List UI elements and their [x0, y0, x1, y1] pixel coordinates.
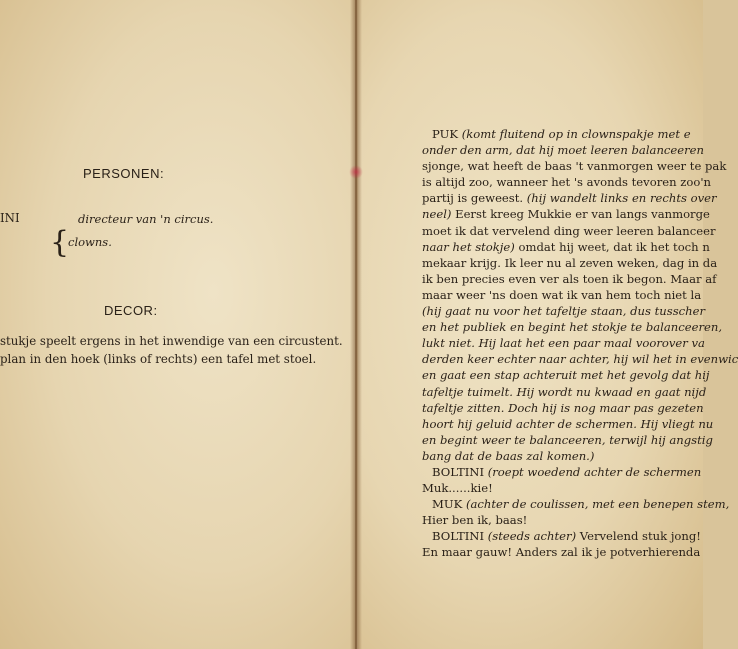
dialogue-text: is altijd zoo, wanneer het 's avonds tevoren zoo'n — [422, 175, 711, 190]
stage-direction: (hij wandelt links en rechts over — [526, 191, 717, 206]
text-line — [422, 528, 712, 544]
dialogue-text: MUK — [432, 497, 466, 512]
decor-line-1: stukje speelt ergens in het inwendige van een circustent. — [0, 334, 343, 348]
personen-heading: PERSONEN: — [83, 166, 165, 181]
decor-heading: DECOR: — [104, 303, 158, 318]
dialogue-text: partij is geweest. — [422, 191, 527, 206]
dialogue-text: Hier ben ik, baas! — [422, 513, 528, 528]
text-line — [422, 287, 712, 303]
text-line — [422, 190, 717, 206]
stage-direction: hoort hij geluid achter de schermen. Hij vliegt nu — [422, 416, 714, 431]
stage-direction: (hij gaat nu voor het tafeltje staan, dus tusscher — [422, 304, 706, 319]
text-line — [422, 206, 712, 222]
stage-direction: tafeltje tuimelt. Hij wordt nu kwaad en gaat nijd — [422, 384, 707, 399]
text-line — [422, 223, 716, 239]
text-line — [422, 303, 712, 319]
text-line — [422, 174, 712, 190]
text-line — [422, 271, 717, 287]
stage-direction: (komt fluitend op in clownspakje met e — [461, 127, 691, 141]
right-page — [358, 0, 738, 649]
dialogue-text: moet ik dat vervelend ding weer leeren balanceer — [422, 223, 716, 238]
text-line — [422, 480, 712, 496]
dialogue-text: PUK — [432, 127, 462, 141]
book-gutter — [350, 0, 362, 649]
text-line — [422, 239, 712, 255]
cast-role: directeur van 'n circus. — [78, 212, 214, 226]
text-line — [422, 448, 712, 464]
dialogue-text: sjonge, wat heeft de baas 't vanmorgen weer te pak — [422, 159, 727, 174]
left-page — [0, 0, 356, 649]
text-line — [422, 126, 712, 142]
stage-direction: (steeds achter) — [487, 529, 580, 544]
stage-direction: en het publiek en begint het stokje te balanceeren, — [422, 320, 723, 335]
text-line — [422, 335, 712, 351]
stage-direction: derden keer echter naar achter, hij wil het in evenwic — [422, 352, 738, 367]
text-line — [422, 351, 738, 367]
stage-direction: tafeltje zitten. Doch hij is nog maar pas gezeten — [422, 400, 704, 415]
text-line — [422, 416, 712, 432]
cast-name: INI — [0, 211, 20, 225]
text-line — [422, 464, 712, 480]
text-line — [422, 367, 712, 383]
clowns-label: clowns. — [68, 235, 112, 249]
text-line — [422, 544, 712, 560]
stage-direction: en gaat een stap achteruit met het gevolg dat hij — [422, 368, 710, 383]
dialogue-text: En maar gauw! Anders zal ik je potverhierenda — [422, 545, 701, 560]
dialogue-text: maar weer 'ns doen wat ik van hem toch niet la — [422, 287, 702, 302]
stage-direction: en begint weer te balanceeren, terwijl hij angstig — [422, 432, 713, 447]
text-line — [422, 496, 730, 512]
stage-direction: neel) — [422, 207, 456, 222]
stage-direction: onder den arm, dat hij moet leeren balanceeren — [422, 143, 705, 158]
dialogue-text: BOLTINI — [432, 464, 488, 479]
dialogue-text: Vervelend stuk jong! — [579, 529, 701, 544]
decor-line-2: plan in den hoek (links of rechts) een tafel met stoel. — [0, 352, 317, 366]
text-line — [422, 400, 712, 416]
dialogue-text: Eerst kreeg Mukkie er van langs vanmorge — [455, 207, 710, 222]
dialogue-text: Muk......kie! — [422, 481, 493, 496]
stage-direction: (roept woedend achter de schermen — [487, 464, 702, 479]
text-line — [422, 255, 718, 271]
stage-direction: lukt niet. Hij laat het een paar maal voorover va — [422, 336, 705, 351]
dialogue-text: omdat hij weet, dat ik het toch n — [518, 239, 710, 254]
dialogue-text: mekaar krijg. Ik leer nu al zeven weken, dag in da — [422, 255, 718, 270]
text-line — [422, 512, 712, 528]
dialogue-text: ik ben precies even ver als toen ik begon. Maar af — [422, 271, 717, 286]
play-text — [422, 126, 738, 561]
text-line — [422, 319, 723, 335]
stage-direction: bang dat de baas zal komen.) — [422, 448, 595, 463]
stage-direction: (achter de coulissen, met een benepen stem, — [466, 497, 730, 512]
text-line — [422, 384, 712, 400]
stage-direction: naar het stokje) — [422, 239, 519, 254]
ink-mark — [349, 165, 363, 179]
dialogue-text: BOLTINI — [432, 529, 488, 544]
text-line — [422, 432, 712, 448]
text-line — [422, 142, 712, 158]
text-line — [422, 158, 727, 174]
brace-mark: { — [50, 225, 70, 260]
